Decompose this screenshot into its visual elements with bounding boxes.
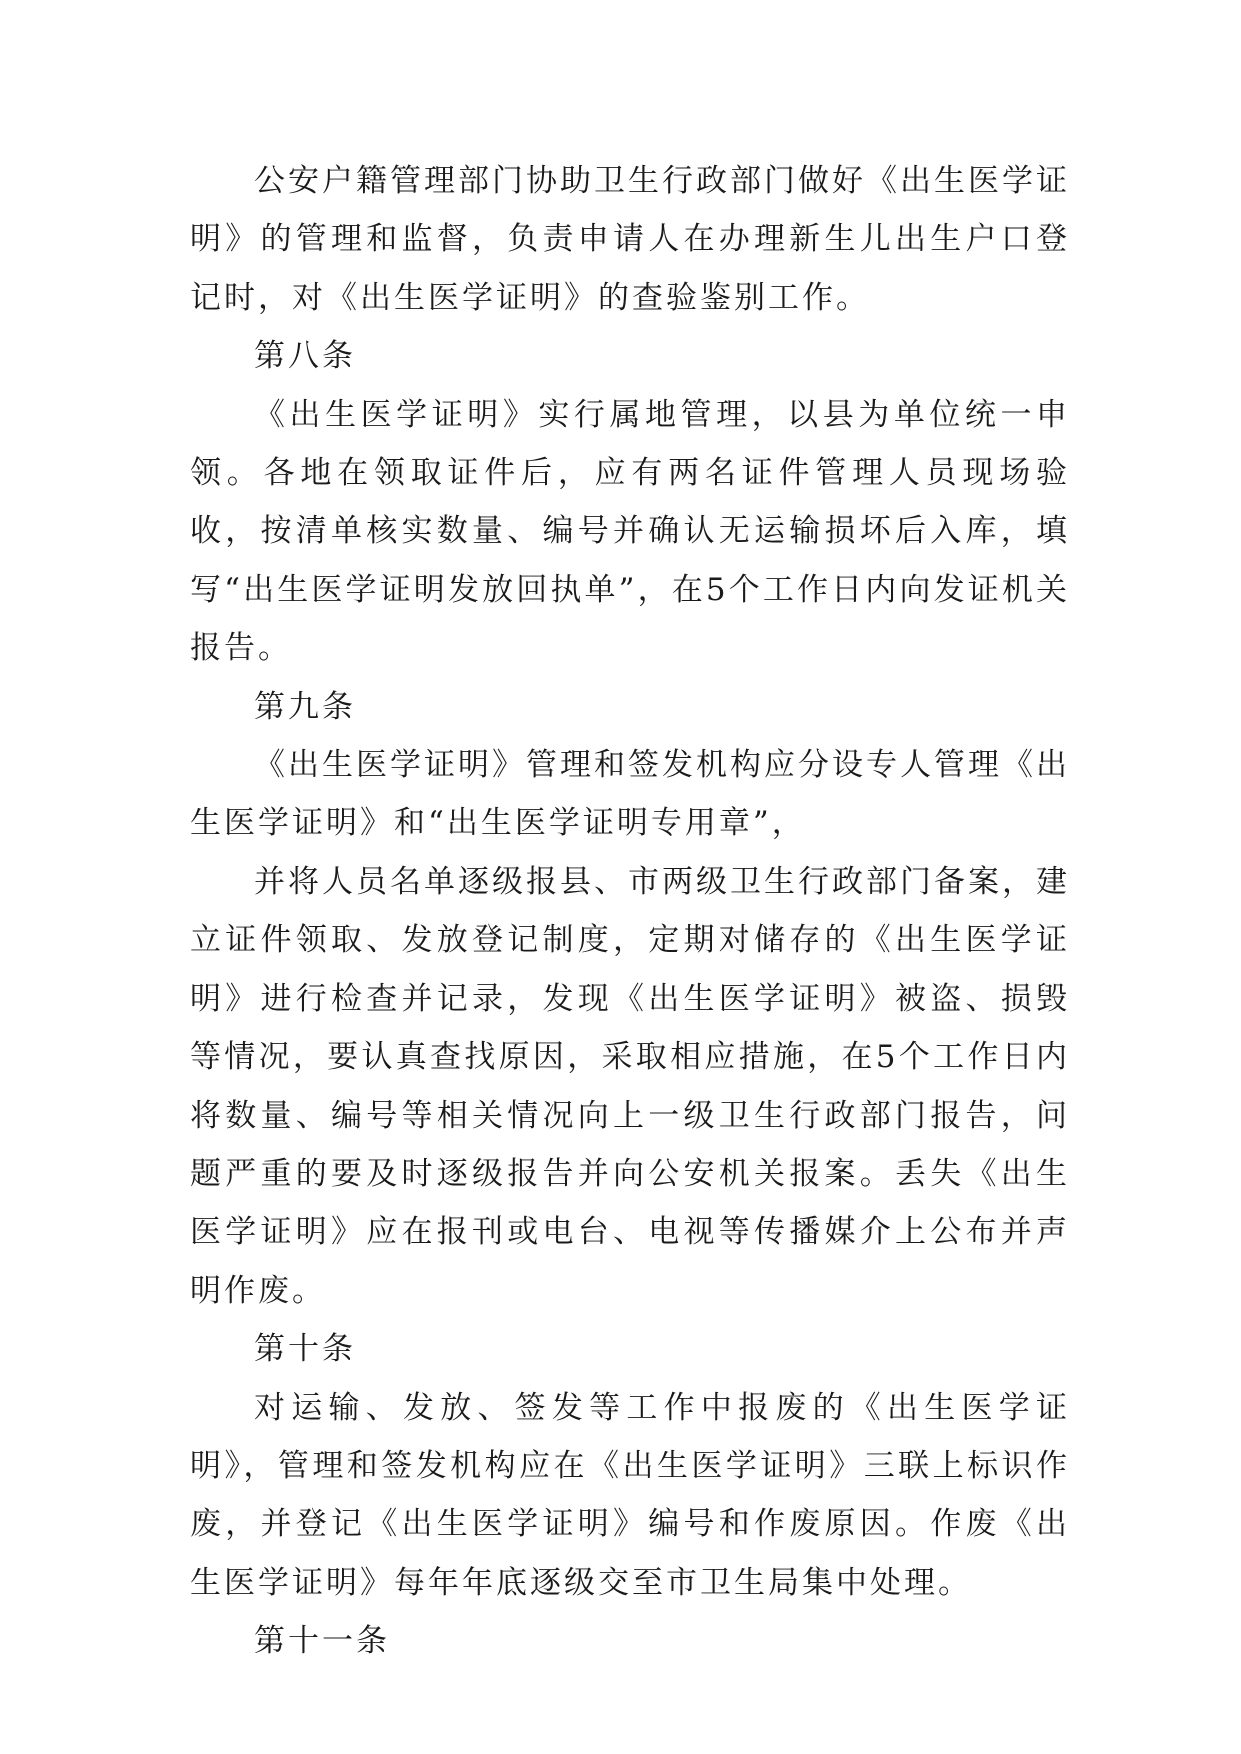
paragraph-scrapped-certificates: 对运输、发放、签发等工作中报废的《出生医学证明》，管理和签发机构应在《出生医学证明》三联上标识作废，并登记《出生医学证明》编号和作废原因。作废《出生医学证明》每年年底逐级交至市卫生局集中处理。: [190, 1389, 1070, 1601]
paragraph-registration-system: 并将人员名单逐级报县、市两级卫生行政部门备案，建立证件领取、发放登记制度，定期对储存的《出生医学证明》进行检查并记录，发现《出生医学证明》被盗、损毁等情况，要认真查找原因，采取相应措施，在5个工作日内将数量、编号等相关情况向上一级卫生行政部门报告，问题严重的要及时逐级报告并向公安机关报案。丢失《出生医学证明》应在报刊或电台、电视等传播媒介上公布并声明作废。: [190, 863, 1070, 1309]
article-heading-8: 第八条: [254, 338, 356, 375]
paragraph-territorial-management: 《出生医学证明》实行属地管理，以县为单位统一申领。各地在领取证件后，应有两名证件管理人员现场验收，按清单核实数量、编号并确认无运输损坏后入库，填写“出生医学证明发放回执单”，在5个工作日内向发证机关报告。: [190, 396, 1070, 667]
paragraph-household-registration: 公安户籍管理部门协助卫生行政部门做好《出生医学证明》的管理和监督，负责申请人在办理新生儿出生户口登记时，对《出生医学证明》的查验鉴别工作。: [190, 163, 1070, 316]
article-heading-9: 第九条: [254, 688, 356, 725]
document-body: [190, 152, 1070, 1671]
article-heading-11: 第十一条: [254, 1623, 390, 1660]
article-heading-10: 第十条: [254, 1331, 356, 1368]
paragraph-dedicated-staff: 《出生医学证明》管理和签发机构应分设专人管理《出生医学证明》和“出生医学证明专用章”，: [190, 747, 1070, 842]
